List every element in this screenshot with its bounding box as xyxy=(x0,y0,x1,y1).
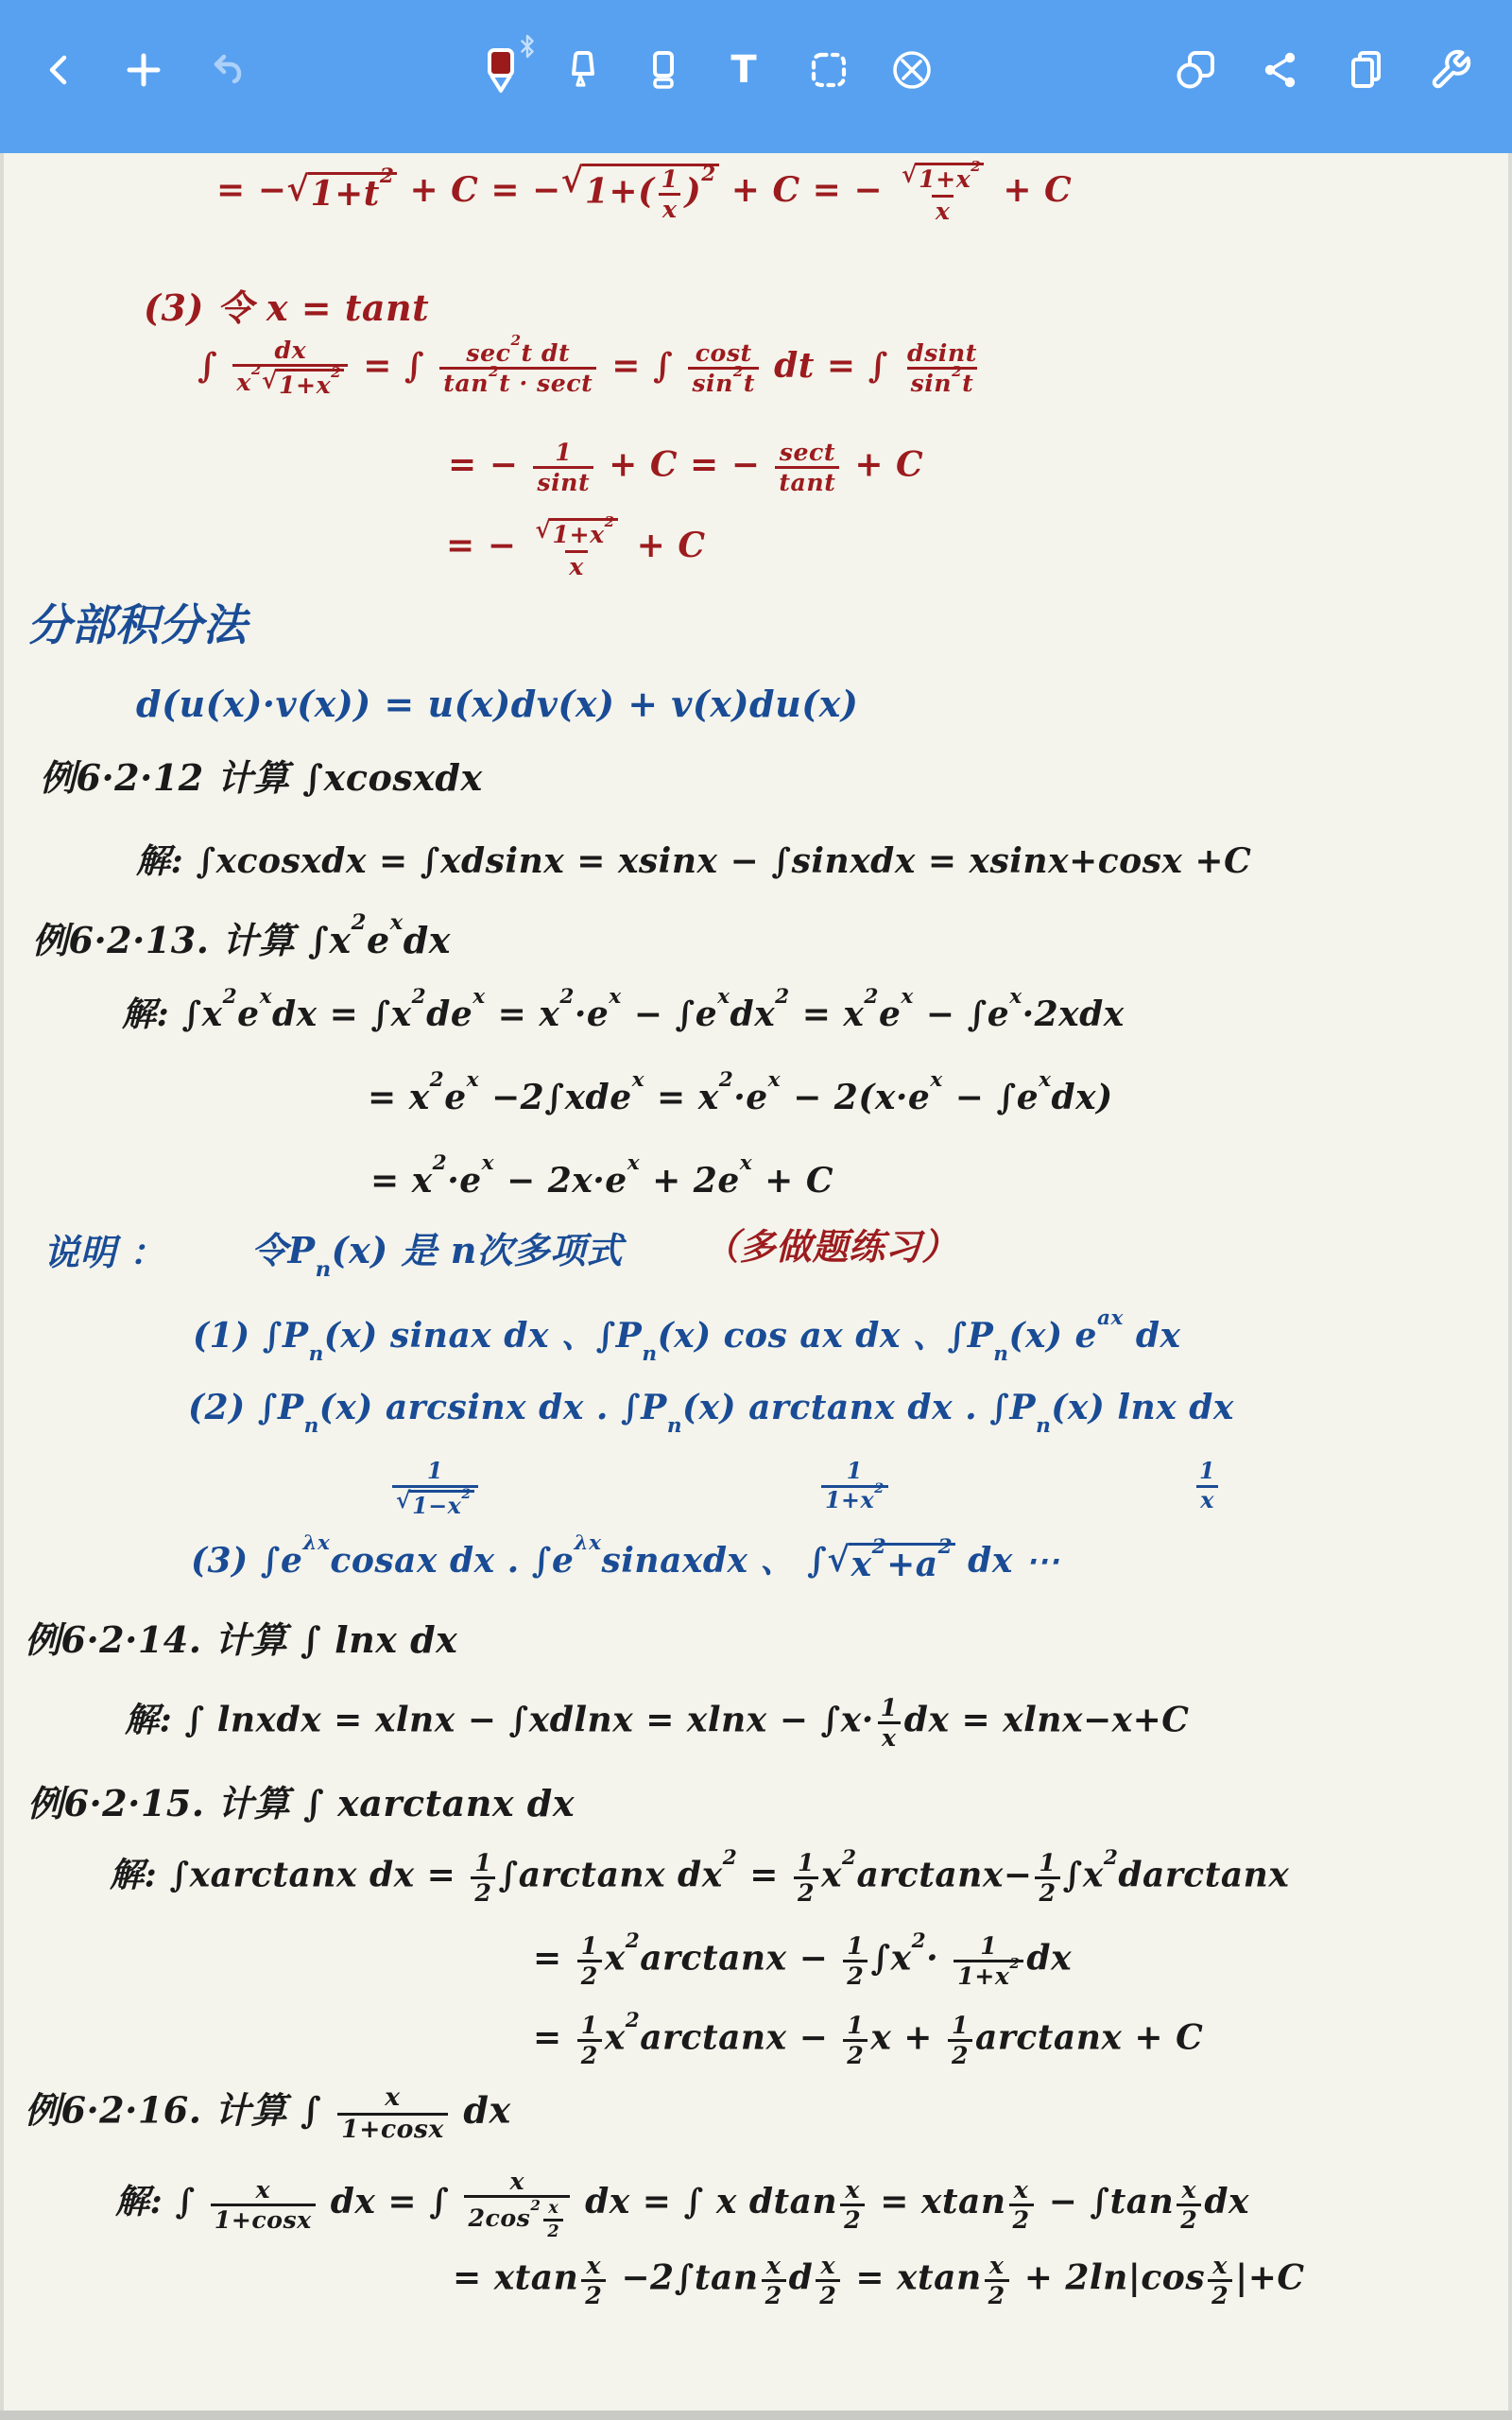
note-label: 说明 ： xyxy=(43,1231,166,1273)
bottom-edge-bar xyxy=(0,2411,1512,2420)
case3-work-line3: = − √ $1+x^2$ x + C xyxy=(446,513,706,580)
back-button[interactable] xyxy=(31,42,88,98)
highlighter-icon xyxy=(562,47,604,93)
example-6-2-15-line1: 解: ∫xarctanx dx = $\frac{1}{2}$ ∫arctanx $dx^2$ = $\frac{1}{2}$ $x^2\arctan x-$ $\frac{1}{2}$ $\int x^2darctanx$ xyxy=(110,1845,1290,1908)
share-button[interactable] xyxy=(1252,42,1309,98)
settings-wrench-icon xyxy=(1429,48,1472,92)
example-6-2-13-title: 例6·2·13. 计算 $\int x^2e^xdx$ xyxy=(32,909,451,961)
highlighter-tool-button[interactable] xyxy=(555,42,611,98)
case3-work-line2: = − $\frac{1}{\sin t}$ + C = − $\frac{\sec t}{\tan t}$ + C xyxy=(448,438,924,497)
example-6-2-16-title: 例6·2·16. 计算 ∫ $\frac{x}{1+\cos x}$ dx xyxy=(25,2083,511,2144)
add-page-button[interactable] xyxy=(115,42,172,98)
note-case2-deriv1: 1 √ $1-x^2$ xyxy=(389,1461,481,1518)
example-6-2-15-line3: = $\frac{1}{2}$ $x^2\arctan x$ − $\frac{1}{2}$ x + $\frac{1}{2}$ arctanx + C xyxy=(533,2008,1204,2070)
example-6-2-12-solution: 解: ∫xcosxdx = ∫xdsinx = xsinx − ∫sinxdx = xsinx+cosx +C xyxy=(136,841,1252,881)
section-heading: 分部积分法 xyxy=(27,599,248,650)
note-remark-red: （多做题练习） xyxy=(703,1225,958,1268)
text-tool-button[interactable] xyxy=(715,42,772,98)
duplicate-pages-button[interactable] xyxy=(1337,42,1394,98)
note-statement: 令$P_n(x)$ 是 n次多项式 xyxy=(251,1229,623,1283)
toolbar xyxy=(0,0,1512,153)
example-6-2-15-title: 例6·2·15. 计算 ∫ xarctanx dx xyxy=(27,1782,575,1824)
share-icon xyxy=(1259,48,1302,92)
text-tool-icon: T xyxy=(730,48,757,92)
bluetooth-icon xyxy=(516,34,539,59)
example-6-2-14-solution: 解: ∫ lnxdx = xlnx − ∫xdlnx = xlnx − ∫x· $\frac{1}{x}$ dx = xlnx−x+C xyxy=(125,1693,1190,1753)
lasso-selection-icon xyxy=(807,48,850,92)
undo-button[interactable] xyxy=(199,42,256,98)
product-rule-formula: d(u(x)·v(x)) = u(x)dv(x) + v(x)du(x) xyxy=(136,683,859,725)
example-6-2-12-title: 例6·2·12 计算 ∫xcosxdx xyxy=(40,756,483,799)
shapes-button[interactable] xyxy=(1168,42,1225,98)
case3-work-line1: ∫ dx $x^2$ √ $1+x^2$ = ∫ $\frac{\sec^2t dt}{\tan^2t \cdot \sec t}$ = ∫ $\frac{\cos t}{\sin^2t}$ dt = ∫ $\frac{dsint}{\sin^2t}$ xyxy=(198,332,977,400)
add-page-icon xyxy=(123,49,164,91)
note-case2-deriv2: $\frac{1}{1+x^2}$ xyxy=(818,1461,891,1512)
example-6-2-13-line1: 解: $\int x^2e^xdx = \int x^2de^x = x^2\cdot e^x - \int e^xdx^2 = x^2e^x - \int e^x\cdot 2xdx$ xyxy=(122,985,1125,1034)
example-6-2-16-line1: 解: ∫ $\frac{x}{1+\cos x}$ dx = ∫ x $2\cos^2$ $\frac{x}{2}$ dx = ∫ x dtan $\frac{x}{2}$ = xtan $\frac{x}{2}$ − ∫tan $\frac{x}{2}$ dx xyxy=(115,2167,1249,2241)
note-case3: (3) $\int e^{\lambda x}cosax$ dx . $\int e^{\lambda x}sinaxdx$ 、 ∫ √ $x^2+a^2$ dx ⋯ xyxy=(191,1531,1060,1585)
example-6-2-15-line2: = $\frac{1}{2}$ $x^2\arctan x$ − $\frac{1}{2}$ $\int x^2\cdot$ $\frac{1}{1+x^2}$ dx xyxy=(533,1928,1073,1991)
example-6-2-14-title: 例6·2·14. 计算 ∫ lnx dx xyxy=(25,1618,458,1661)
undo-icon xyxy=(207,49,249,91)
pen-tool-button[interactable] xyxy=(472,42,529,98)
note-case2: (2) $\int P_n(x)$ arcsinx dx . $\int P_n(x)$ arctanx dx . $\int P_n(x)$ lnx dx xyxy=(188,1388,1234,1438)
pen-off-icon xyxy=(890,48,934,92)
back-chevron-icon xyxy=(39,49,80,91)
duplicate-pages-icon xyxy=(1344,48,1387,92)
pen-off-button[interactable] xyxy=(884,42,940,98)
case3-substitution: (3) 令 x = tant xyxy=(144,286,430,329)
note-canvas[interactable] xyxy=(0,153,1512,2411)
lasso-tool-button[interactable] xyxy=(800,42,857,98)
example-6-2-13-line3: = $x^2\cdot e^x - 2x\cdot e^x + 2e^x + C$ xyxy=(370,1151,834,1201)
note-case2-deriv3: $\frac{1}{x}$ xyxy=(1193,1461,1222,1512)
note-case1: (1) $\int P_n(x)$ sinax dx 、$\int P_n(x)$ cos ax dx 、$\int P_n(x)$ $e^{ax}$ dx xyxy=(193,1306,1181,1366)
settings-button[interactable] xyxy=(1422,42,1479,98)
red-result-line: = − √ $1+t^2$ + C = − √ 1+( $\frac{1}{x}$ )$^2$ + C = − √ $1+x^2$ x + C xyxy=(216,158,1073,225)
example-6-2-16-line2: = xtan $\frac{x}{2}$ −2∫tan $\frac{x}{2}$ d $\frac{x}{2}$ = xtan $\frac{x}{2}$ + 2ln|cos $\frac{x}{2}$ |+C xyxy=(453,2251,1305,2310)
example-6-2-13-line2: = $x^2e^x -2\int xde^x = x^2\cdot e^x - 2(x\cdot e^x - \int e^xdx)$ xyxy=(368,1068,1113,1117)
eraser-tool-button[interactable] xyxy=(635,42,692,98)
shapes-icon xyxy=(1175,48,1218,92)
eraser-icon xyxy=(643,47,684,93)
